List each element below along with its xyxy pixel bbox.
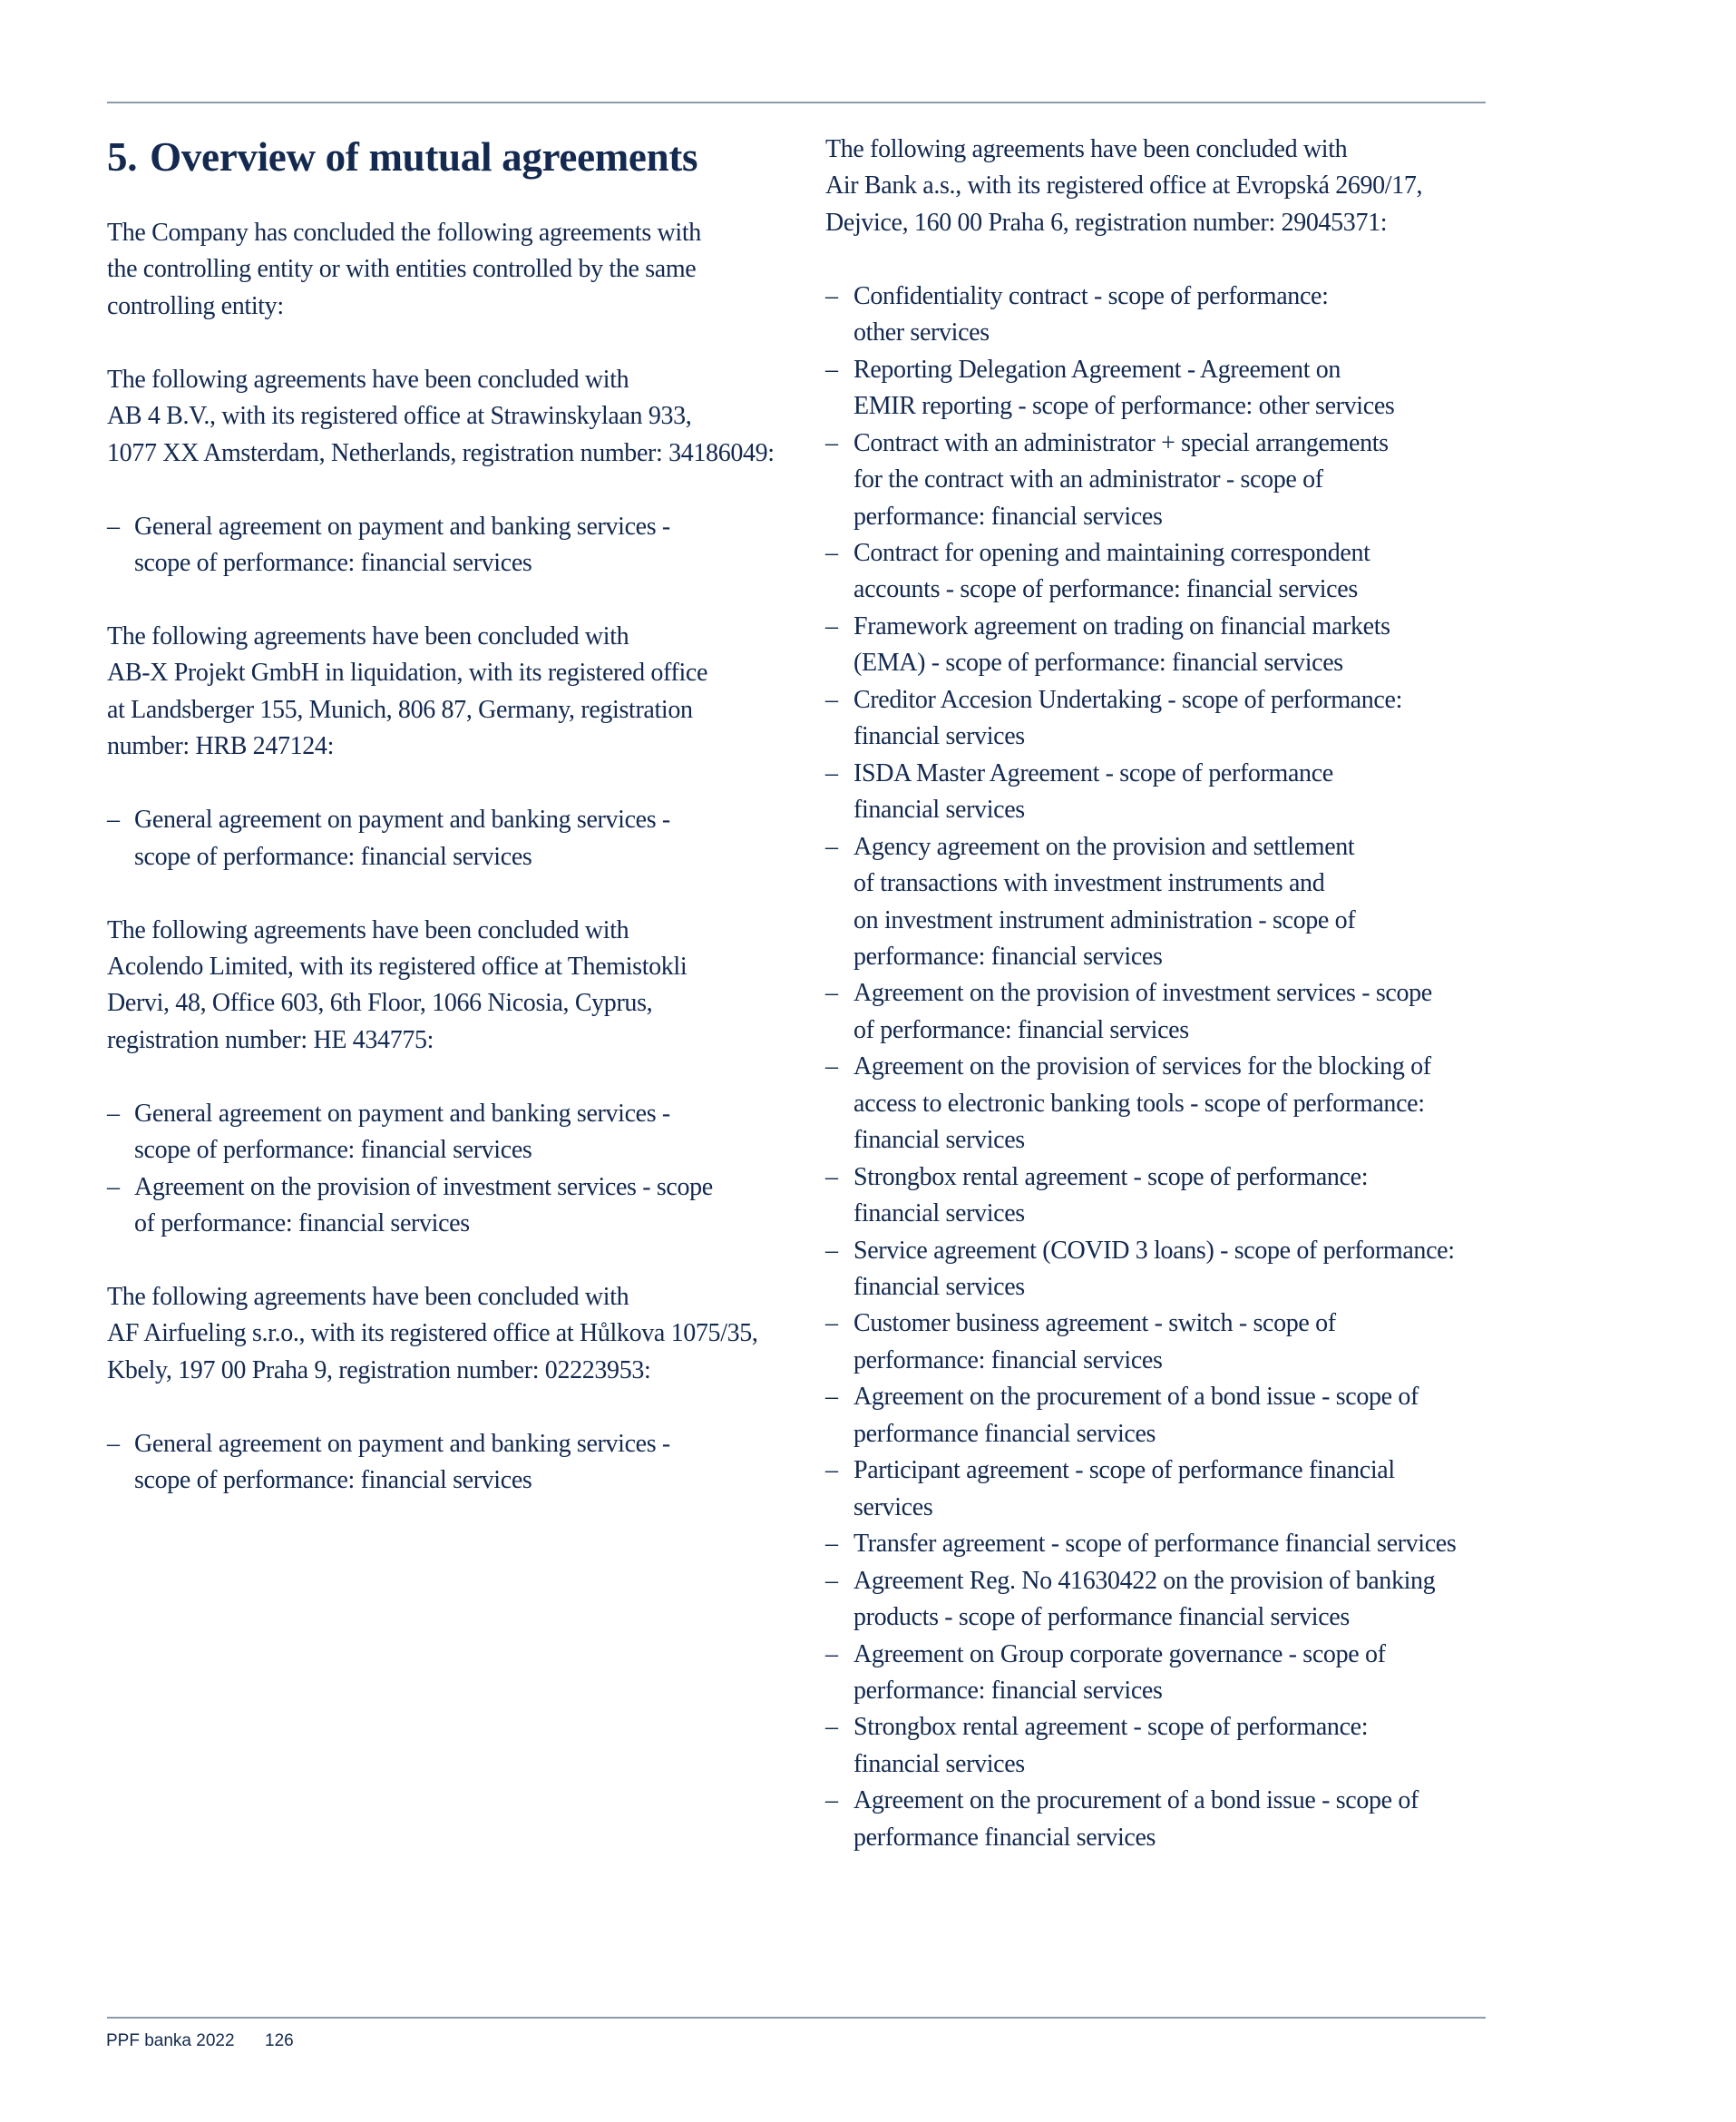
dash-bullet-icon: –: [107, 806, 120, 835]
text-line: Agreement on the provision of investment services - scope: [853, 979, 1432, 1008]
page-title: [107, 132, 697, 181]
text-line: AF Airfueling s.r.o., with its registered office at Hůlkova 1075/35,: [107, 1319, 758, 1348]
text-line: accounts - scope of performance: financial services: [853, 575, 1358, 604]
counterparty-heading: [107, 619, 796, 766]
text-line: 1077 XX Amsterdam, Netherlands, registration number: 34186049:: [107, 438, 775, 467]
agreement-list-item: [825, 1452, 1497, 1526]
text-line: of performance: financial services: [853, 1015, 1189, 1044]
dash-bullet-icon: –: [825, 538, 838, 567]
dash-bullet-icon: –: [825, 1309, 838, 1338]
text-line: financial services: [853, 1749, 1025, 1778]
agreement-list-item: [825, 756, 1497, 829]
text-line: Agency agreement on the provision and settlement: [853, 832, 1355, 861]
text-line: on investment instrument administration - scope of: [853, 905, 1356, 934]
agreement-list-item: [825, 535, 1497, 609]
text-line: Participant agreement - scope of performance financial: [853, 1456, 1395, 1485]
agreement-list-item: [825, 1233, 1497, 1306]
agreement-list: [107, 1426, 796, 1500]
text-line: Service agreement (COVID 3 loans) - scope of performance:: [853, 1236, 1455, 1265]
text-line: AB-X Projekt GmbH in liquidation, with its registered office: [107, 659, 708, 688]
agreement-list-item: [107, 802, 796, 875]
dash-bullet-icon: –: [825, 1052, 838, 1081]
dash-bullet-icon: –: [107, 1172, 120, 1201]
text-line: The following agreements have been concluded with: [107, 915, 629, 944]
text-line: Creditor Accesion Undertaking - scope of performance:: [853, 685, 1402, 714]
agreement-list: [107, 1096, 796, 1243]
text-line: of performance: financial services: [134, 1209, 470, 1238]
text-line: access to electronic banking tools - scope of performance:: [853, 1089, 1425, 1118]
agreement-list-item: [825, 975, 1497, 1049]
page-number: 126: [265, 2031, 294, 2050]
text-line: AB 4 B.V., with its registered office at Strawinskylaan 933,: [107, 402, 692, 431]
text-line: products - scope of performance financial services: [853, 1603, 1350, 1632]
dash-bullet-icon: –: [825, 979, 838, 1008]
dash-bullet-icon: –: [825, 1713, 838, 1742]
text-line: The Company has concluded the following agreements with: [107, 219, 701, 247]
text-line: General agreement on payment and banking services -: [134, 1099, 670, 1128]
agreement-list-item: [825, 1049, 1497, 1159]
dash-bullet-icon: –: [825, 428, 838, 457]
text-line: Agreement on the procurement of a bond issue - scope of: [853, 1786, 1419, 1815]
text-line: Agreement on Group corporate governance - scope of: [853, 1639, 1386, 1668]
text-line: performance financial services: [853, 1823, 1156, 1852]
text-line: at Landsberger 155, Munich, 806 87, Germany, registration: [107, 695, 693, 724]
text-line: Contract for opening and maintaining correspondent: [853, 538, 1370, 567]
text-line: Framework agreement on trading on financial markets: [853, 611, 1390, 641]
text-line: registration number: HE 434775:: [107, 1025, 434, 1054]
dash-bullet-icon: –: [107, 1099, 120, 1128]
text-line: General agreement on payment and banking services -: [134, 806, 670, 835]
dash-bullet-icon: –: [825, 1566, 838, 1595]
dash-bullet-icon: –: [825, 1383, 838, 1412]
text-line: The following agreements have been concluded with: [107, 621, 629, 650]
agreement-list-item: [825, 609, 1497, 682]
dash-bullet-icon: –: [825, 1786, 838, 1815]
agreement-list-item: [107, 1096, 796, 1169]
text-line: performance financial services: [853, 1419, 1156, 1448]
agreement-list: [825, 279, 1497, 1856]
text-line: EMIR reporting - scope of performance: other services: [853, 392, 1395, 421]
counterparty-block: [107, 362, 796, 582]
dash-bullet-icon: –: [107, 512, 120, 541]
left-column: [107, 215, 796, 1536]
text-line: General agreement on payment and banking services -: [134, 1429, 670, 1458]
agreement-list: [107, 509, 796, 582]
text-line: Kbely, 197 00 Praha 9, registration number: 02223953:: [107, 1355, 651, 1384]
text-line: Air Bank a.s., with its registered office at Evropská 2690/17,: [825, 171, 1423, 200]
text-line: for the contract with an administrator - scope of: [853, 465, 1323, 494]
text-line: other services: [853, 318, 990, 347]
footer-publication-name: PPF banka 2022: [106, 2031, 235, 2050]
dash-bullet-icon: –: [107, 1429, 120, 1458]
right-column: [825, 132, 1497, 1893]
counterparty-heading: [107, 913, 796, 1060]
text-line: Reporting Delegation Agreement - Agreement on: [853, 355, 1341, 384]
agreement-list-item: [825, 425, 1497, 535]
section-number: 5.: [107, 134, 138, 180]
text-line: the controlling entity or with entities controlled by the same: [107, 255, 697, 284]
agreement-list-item: [825, 352, 1497, 425]
text-line: performance: financial services: [853, 502, 1163, 531]
dash-bullet-icon: –: [825, 611, 838, 641]
dash-bullet-icon: –: [825, 1639, 838, 1668]
counterparty-block: [107, 913, 796, 1243]
counterparty-block: [825, 132, 1497, 1856]
text-line: Agreement on the provision of investment services - scope: [134, 1172, 713, 1201]
agreement-list-item: [825, 279, 1497, 352]
right-agreement-blocks: [825, 132, 1497, 1856]
text-line: financial services: [853, 796, 1025, 825]
left-agreement-blocks: [107, 362, 796, 1500]
text-line: Customer business agreement - switch - scope of: [853, 1309, 1336, 1338]
dash-bullet-icon: –: [825, 1456, 838, 1485]
agreement-list: [107, 802, 796, 875]
text-line: financial services: [853, 1199, 1025, 1228]
text-line: ISDA Master Agreement - scope of performance: [853, 758, 1333, 787]
counterparty-block: [107, 1279, 796, 1500]
text-line: Agreement Reg. No 41630422 on the provision of banking: [853, 1566, 1436, 1595]
agreement-list-item: [825, 682, 1497, 756]
dash-bullet-icon: –: [825, 355, 838, 384]
agreement-list-item: [825, 1709, 1497, 1783]
dash-bullet-icon: –: [825, 1530, 838, 1559]
section-title: Overview of mutual agreements: [150, 134, 698, 180]
text-line: Agreement on the procurement of a bond issue - scope of: [853, 1383, 1419, 1412]
text-line: The following agreements have been concluded with: [825, 135, 1348, 163]
text-line: Strongbox rental agreement - scope of performance:: [853, 1713, 1369, 1742]
text-line: (EMA) - scope of performance: financial services: [853, 649, 1343, 678]
text-line: Strongbox rental agreement - scope of performance:: [853, 1162, 1369, 1191]
counterparty-heading: [825, 132, 1497, 241]
text-line: services: [853, 1492, 933, 1521]
text-line: Agreement on the provision of services for the blocking of: [853, 1052, 1431, 1081]
agreement-list-item: [825, 1305, 1497, 1379]
text-line: scope of performance: financial services: [134, 549, 532, 578]
counterparty-block: [107, 619, 796, 875]
text-line: performance: financial services: [853, 1345, 1163, 1374]
agreement-list-item: [825, 1159, 1497, 1233]
dash-bullet-icon: –: [825, 832, 838, 861]
agreement-list-item: [825, 1637, 1497, 1710]
text-line: Acolendo Limited, with its registered office at Themistokli: [107, 952, 688, 981]
dash-bullet-icon: –: [825, 758, 838, 787]
text-line: The following agreements have been concluded with: [107, 365, 629, 394]
text-line: scope of performance: financial services: [134, 1466, 532, 1495]
text-line: number: HRB 247124:: [107, 732, 335, 761]
text-line: Dervi, 48, Office 603, 6th Floor, 1066 Nicosia, Cyprus,: [107, 989, 653, 1018]
text-line: scope of performance: financial services: [134, 1136, 532, 1165]
agreement-list-item: [107, 1426, 796, 1500]
text-line: The following agreements have been concluded with: [107, 1283, 629, 1312]
text-line: Dejvice, 160 00 Praha 6, registration number: 29045371:: [825, 208, 1388, 237]
text-line: controlling entity:: [107, 291, 284, 320]
text-line: performance: financial services: [853, 1677, 1163, 1706]
text-line: General agreement on payment and banking services -: [134, 512, 670, 541]
agreement-list-item: [107, 509, 796, 582]
agreement-list-item: [825, 1526, 1497, 1562]
text-line: performance: financial services: [853, 942, 1163, 971]
text-line: scope of performance: financial services: [134, 842, 532, 871]
text-line: Confidentiality contract - scope of performance:: [853, 281, 1329, 310]
intro-paragraph: [107, 215, 796, 325]
text-line: Transfer agreement - scope of performance financial services: [853, 1530, 1457, 1559]
text-line: financial services: [853, 1273, 1025, 1302]
agreement-list-item: [107, 1169, 796, 1243]
agreement-list-item: [825, 829, 1497, 976]
dash-bullet-icon: –: [825, 1236, 838, 1265]
agreement-list-item: [825, 1563, 1497, 1637]
text-line: financial services: [853, 722, 1025, 751]
text-line: financial services: [853, 1126, 1025, 1155]
counterparty-heading: [107, 362, 796, 472]
text-line: of transactions with investment instruments and: [853, 869, 1325, 898]
counterparty-heading: [107, 1279, 796, 1389]
dash-bullet-icon: –: [825, 1162, 838, 1191]
agreement-list-item: [825, 1783, 1497, 1856]
text-line: Contract with an administrator + special arrangements: [853, 428, 1389, 457]
dash-bullet-icon: –: [825, 685, 838, 714]
agreement-list-item: [825, 1379, 1497, 1452]
footer-divider: [107, 2017, 1486, 2019]
dash-bullet-icon: –: [825, 281, 838, 310]
top-divider: [107, 102, 1486, 103]
